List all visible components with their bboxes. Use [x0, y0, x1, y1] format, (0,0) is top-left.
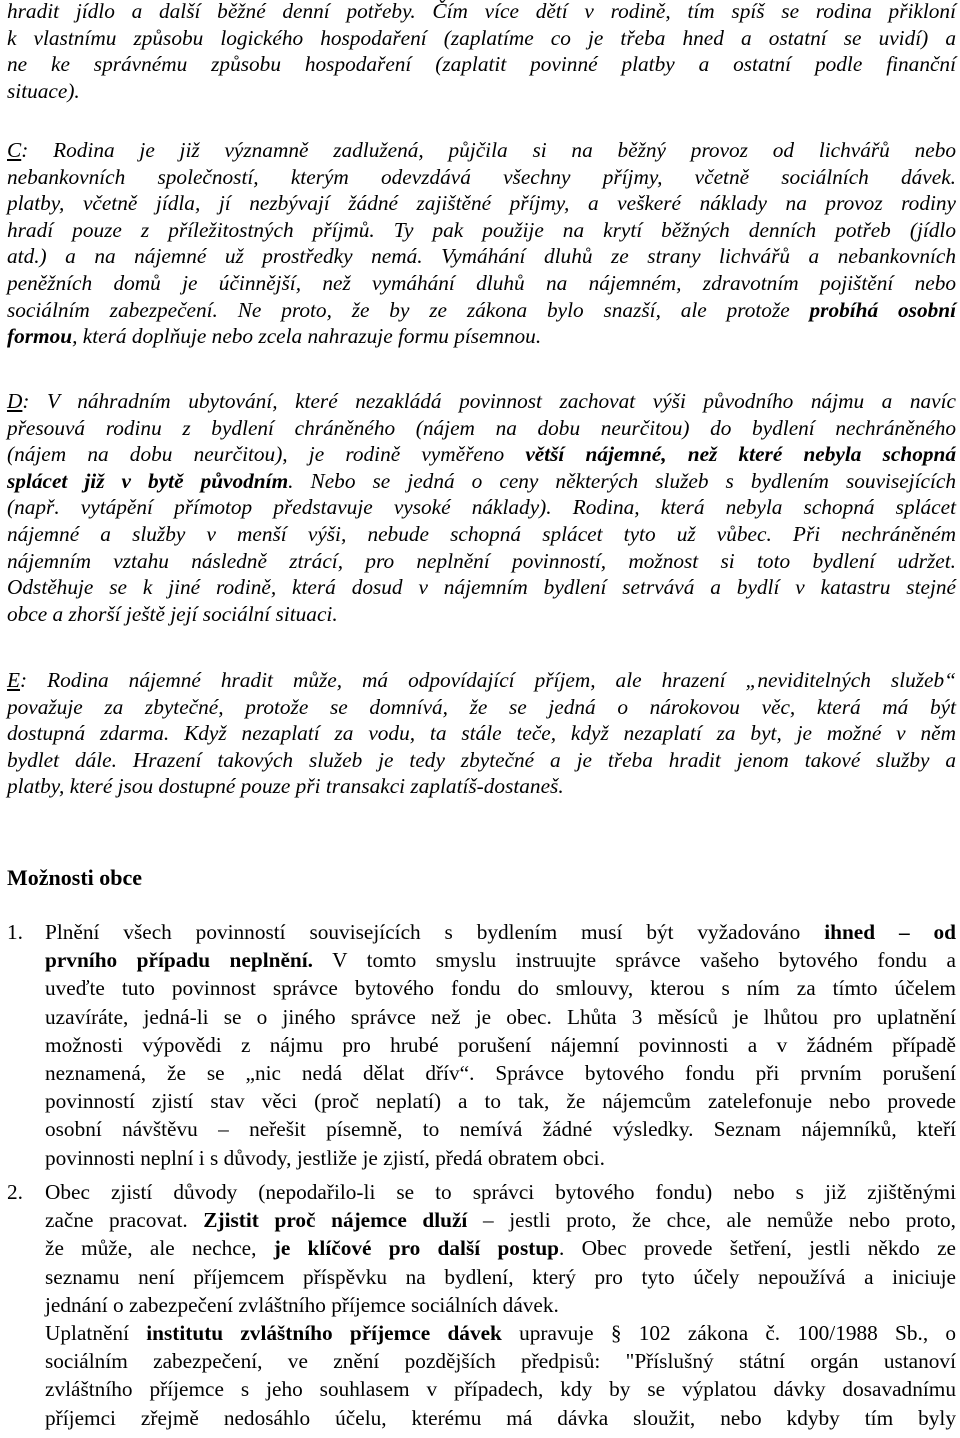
list-number: 1. — [7, 920, 23, 944]
text-line: C: Rodina je již významně zadlužená, půjčila si na běžný provoz od lichvářů nebo — [7, 138, 956, 162]
text-line: začne pracovat. Zjistit proč nájemce dluží – jestli proto, že chce, ale nemůže nebo proto, — [45, 1208, 956, 1233]
text-line: hradit jídlo a další běžné denní potřeby. Čím více dětí v rodině, tím spíš se rodina přikloní — [7, 0, 956, 23]
case-letter: C — [7, 138, 22, 162]
text-line: Odstěhuje se k jiné rodině, která dosud v nájemním bydlení setrvává a bydlí v katastru stejné — [7, 575, 956, 600]
text-line: platby, včetně jídla, jí nezbývají žádné zajištěné příjmy, a veškeré náklady na provoz rodiny — [7, 191, 956, 216]
text-line: (např. vytápění přímotop představuje vysoké náklady). Rodina, která nebyla schopná splácet — [7, 495, 956, 520]
text-line: (nájem na dobu neurčitou), je rodině vyměřeno větší nájemné, než které nebyla schopná — [7, 442, 956, 467]
text-line: možnosti výpovědi z nájmu pro hrubé porušení nájemní povinnosti a v žádném případě — [45, 1032, 956, 1057]
text-line: že může, ale nechce, je klíčové pro další postup. Obec provede šetření, jestli někdo ze — [45, 1236, 956, 1261]
intro-paragraph — [7, 0, 956, 104]
text-line: povinnosti neplní i s důvody, jestliže je zjistí, předá obratem obci. — [45, 1145, 605, 1170]
text-line: nebankovních společností, kterým odevzdává všechny příjmy, včetně sociálních dávek. — [7, 164, 956, 189]
bold-phrase: Zjistit proč nájemce dluží — [203, 1208, 468, 1233]
text-line: seznamu není příjemcem příspěvku na bydlení, který pro tyto účely nepoužívá a iniciuje — [45, 1264, 956, 1289]
text-line: atd.) a na nájemné už prostředky nemá. Vymáhání dluhů ze strany lichvářů a nebankovních — [7, 244, 956, 269]
text-line: peněžních domů je účinnější, než vymáhání dluhů na nájemném, zdravotním pojištění nebo — [7, 270, 956, 295]
text-line: uveďte tuto povinnost správce bytového fondu do smlouvy, kterou s ním za tímto účelem — [45, 976, 956, 1001]
text-line: neznamená, že se „nic nedá dělat dřív“. Správce bytového fondu při prvním porušení — [45, 1060, 956, 1085]
text-line: D: V náhradním ubytování, které nezakládá povinnost zachovat výši původního nájmu a navíc — [7, 389, 956, 413]
section-heading: Možnosti obce — [7, 865, 143, 890]
text-line: platby, které jsou dostupné pouze při transakci zaplatíš-dostaneš. — [7, 774, 564, 799]
text-line: dostupná zdarma. Když nezaplatí za vodu, ta stále teče, když nezaplatí za byt, je možné v něm — [7, 721, 956, 746]
text-line: nájemné a služby v menší výši, nebude schopná splácet tyto už vůbec. Při nechráněném — [7, 521, 956, 546]
case-e-paragraph — [7, 667, 956, 800]
text-line: hradí pouze z příležitostných příjmů. Ty pak použije na krytí běžných denních potřeb (jídlo — [7, 217, 956, 242]
text-line: sociálním zabezpečení, ve znění pozdějších předpisů: "Příslušný státní orgán ustanoví — [45, 1349, 956, 1374]
text-line: povinností zjistí stav věci (proč neplatí) a to tak, že nájemcům zatelefonuje nebo provede — [45, 1089, 956, 1114]
text-line: ne ke správnému způsobu hospodaření (zaplatit povinné platby a ostatní podle finanční — [7, 52, 956, 77]
bold-phrase: větší nájemné, než které nebyla schopná — [525, 442, 956, 467]
text-line: situace). — [7, 78, 80, 103]
text-line: jednání o zabezpečení zvláštního příjemce sociálních dávek. — [45, 1292, 559, 1317]
bold-phrase: formou — [7, 324, 73, 349]
case-d-paragraph — [7, 388, 956, 627]
text-line: Obec zjistí důvody (nepodařilo-li se to správci bytového fondu) nebo s již zjištěnými — [45, 1180, 956, 1204]
bold-phrase: probíhá osobní — [809, 297, 957, 322]
text-line: sociálním zabezpečení. Ne proto, že by ze zákona bylo snazší, ale protože probíhá osobní — [7, 297, 957, 322]
text-line: Uplatnění institutu zvláštního příjemce dávek upravuje § 102 zákona č. 100/1988 Sb., o — [45, 1320, 957, 1345]
list-number: 2. — [7, 1180, 23, 1204]
list-item-1 — [7, 918, 956, 1172]
case-letter: D — [7, 389, 23, 413]
text-line: uzavíráte, jedná-li se o jiného správce než je obec. Lhůta 3 měsíců je lhůtou pro uplatnění — [45, 1004, 956, 1029]
text-line: zvláštního příjemce s jeho souhlasem v případech, kdy by se výplatou dávky dosavadnímu — [45, 1377, 956, 1402]
text-line: Plnění všech povinností souvisejících s bydlením musí být vyžadováno ihned – od — [45, 920, 956, 944]
case-c-paragraph — [7, 137, 956, 350]
text-line: bydlet dále. Hrazení takových služeb je tedy zbytečné a je třeba hradit jenom takové služby a — [7, 747, 956, 772]
text-line: prvního případu neplnění. V tomto smyslu instruujte správce vašeho bytového fondu a — [45, 948, 956, 973]
text-line: formou, která doplňuje nebo zcela nahrazuje formu písemnou. — [7, 324, 542, 349]
text-line: příjemci zřejmě nedosáhlo účelu, kterému má dávka sloužit, nebo kdyby tím byly — [45, 1405, 956, 1430]
text-line: E: Rodina nájemné hradit může, má odpovídající příjem, ale hrazení „neviditelných služeb“ — [7, 668, 956, 692]
case-letter: E — [7, 668, 21, 692]
text-line: k vlastnímu způsobu logického hospodaření (zaplatíme co je třeba hned a ostatní se uvidí) a — [7, 25, 956, 50]
bold-phrase: prvního případu neplnění. — [45, 948, 313, 973]
text-line: přesouvá rodinu z bydlení chráněného (nájem na dobu neurčitou) do bydlení nechráněného — [7, 415, 956, 440]
text-line: splácet již v bytě původním. Nebo se jedná o ceny některých služeb s bydlením souvisejících — [7, 468, 956, 493]
text-line: obce a zhorší ještě její sociální situaci. — [7, 601, 338, 626]
list-item-2 — [7, 1178, 956, 1432]
text-line: považuje za zbytečné, protože se domnívá, že se jedná o nárokovou věc, která má být — [7, 694, 956, 719]
bold-phrase: splácet již v bytě původním — [7, 468, 289, 493]
bold-phrase: ihned – od — [824, 920, 956, 944]
bold-phrase: institutu zvláštního příjemce dávek — [146, 1320, 502, 1345]
bold-phrase: je klíčové pro další postup — [273, 1236, 560, 1261]
text-line: osobní návštěvu – neřešit písemně, to nemívá žádné výsledky. Seznam nájemníků, kteří — [45, 1117, 956, 1142]
text-line: nájemním vztahu následně ztrácí, pro neplnění povinností, možnost si toto bydlení udržet. — [7, 548, 956, 573]
